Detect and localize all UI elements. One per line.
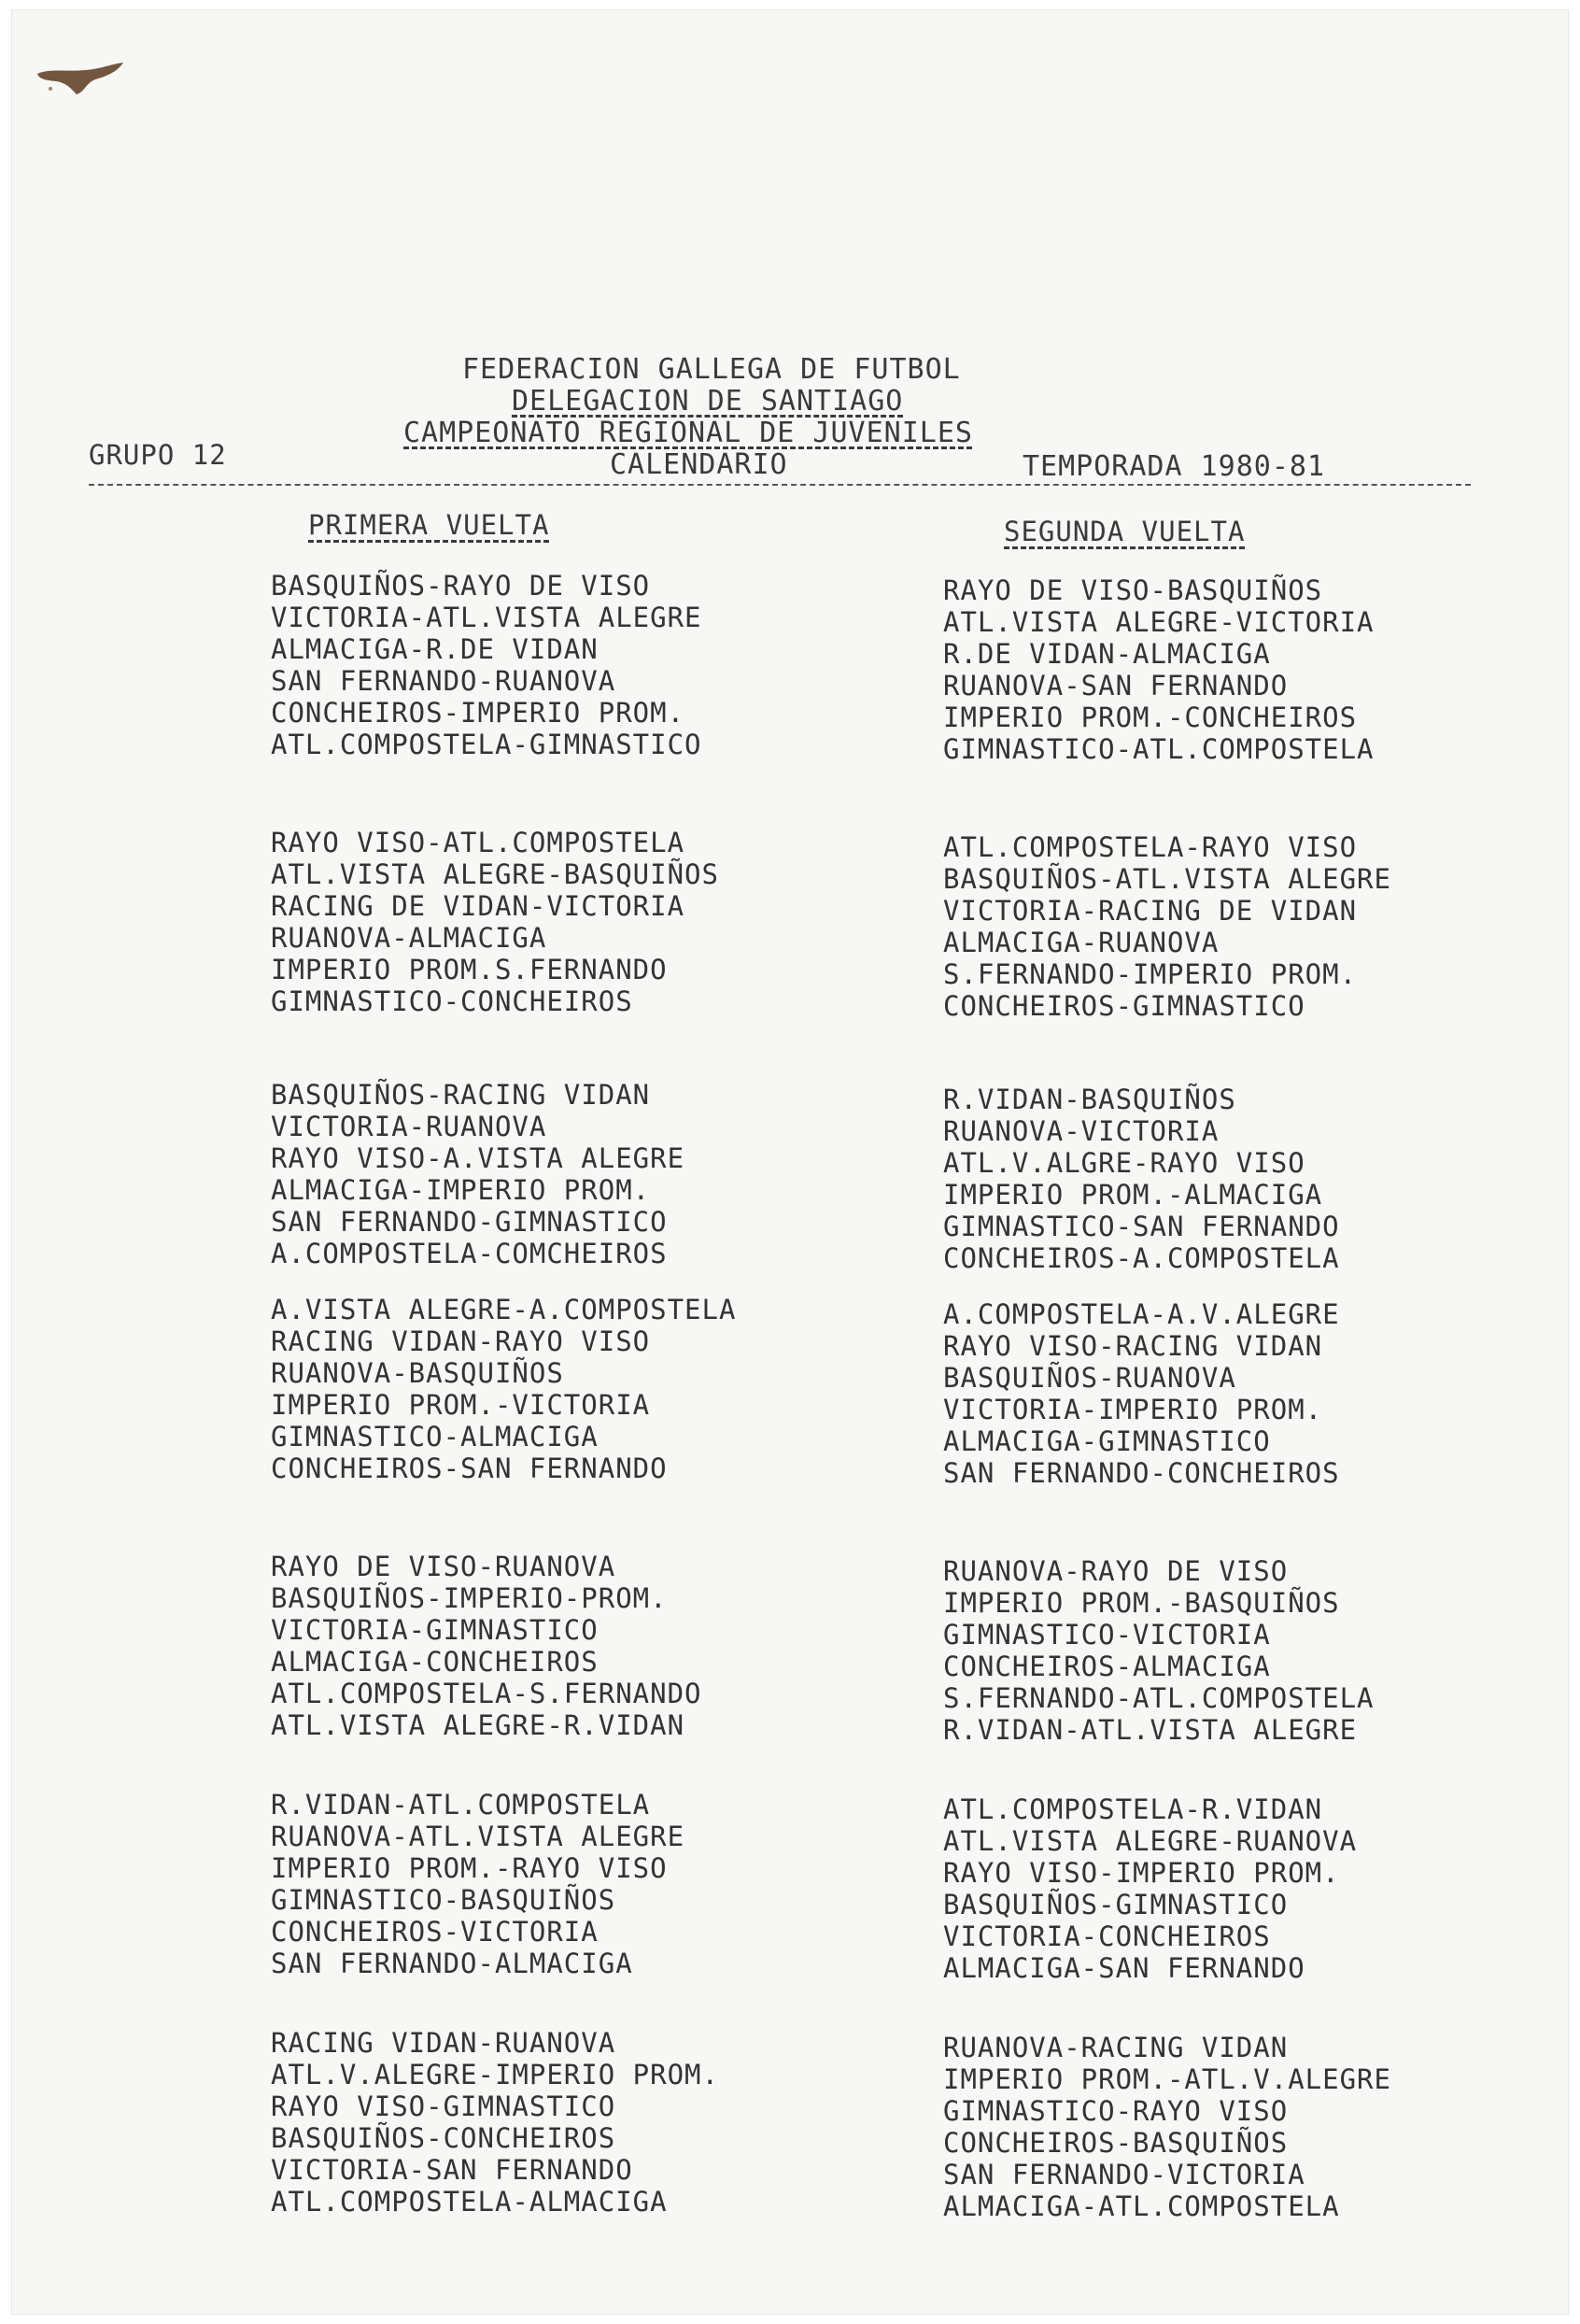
document-header [0,0,1580,504]
fixture-line: IMPERIO PROM.-BASQUIÑOS [943,1587,1340,1619]
fixture-line: RACING VIDAN-RUANOVA [271,2027,616,2059]
fixture-line: SAN FERNANDO-ALMACIGA [271,1948,633,1979]
fixture-line: ATL.COMPOSTELA-ALMACIGA [271,2186,668,2218]
primera-vuelta-heading: PRIMERA VUELTA [308,509,550,541]
fixture-line: ALMACIGA-IMPERIO PROM. [271,1174,651,1206]
fixture-line: SAN FERNANDO-RUANOVA [271,665,616,697]
primera-round-4 [271,1294,812,1484]
fixture-line: ALMACIGA-R.DE VIDAN [271,633,599,665]
segunda-round-6 [943,1793,1485,1984]
primera-round-3 [271,1079,812,1269]
fixture-line: RUANOVA-RAYO DE VISO [943,1555,1289,1587]
fixture-line: VICTORIA-SAN FERNANDO [271,2154,633,2186]
fixture-line: RACING VIDAN-RAYO VISO [271,1325,651,1357]
fixture-line: BASQUIÑOS-ATL.VISTA ALEGRE [943,863,1391,895]
fixture-line: RAYO VISO-ATL.COMPOSTELA [271,827,685,858]
fixture-line: CONCHEIROS-A.COMPOSTELA [943,1242,1340,1274]
fixture-line: CONCHEIROS-ALMACIGA [943,1651,1271,1682]
fixture-line: ATL.VISTA ALEGRE-VICTORIA [943,606,1375,638]
segunda-vuelta-column [943,574,1485,2256]
fixture-line: RAYO VISO-GIMNASTICO [271,2090,616,2122]
fixture-line: S.FERNANDO-IMPERIO PROM. [943,958,1358,990]
fixture-line: ALMACIGA-CONCHEIROS [271,1646,599,1678]
fixture-line: VICTORIA-GIMNASTICO [271,1614,599,1646]
fixture-line: RAYO DE VISO-BASQUIÑOS [943,574,1323,606]
fixture-line: GIMNASTICO-ATL.COMPOSTELA [943,733,1375,765]
fixture-line: IMPERIO PROM.-VICTORIA [271,1389,651,1421]
fixture-line: ALMACIGA-RUANOVA [943,927,1220,958]
fixture-line: S.FERNANDO-ATL.COMPOSTELA [943,1682,1375,1714]
fixture-line: GIMNASTICO-RAYO VISO [943,2095,1289,2127]
primera-round-5 [271,1551,812,1741]
fixture-line: BASQUIÑOS-CONCHEIROS [271,2122,616,2154]
segunda-round-5 [943,1555,1485,1746]
fixture-line: RACING DE VIDAN-VICTORIA [271,890,685,922]
fixture-line: RUANOVA-RACING VIDAN [943,2032,1289,2063]
fixture-line: ATL.COMPOSTELA-RAYO VISO [943,831,1358,863]
segunda-round-4 [943,1298,1485,1489]
fixture-line: BASQUIÑOS-RUANOVA [943,1362,1236,1394]
primera-round-6 [271,1789,812,1979]
fixture-line: BASQUIÑOS-RAYO DE VISO [271,570,651,602]
fixture-line: SAN FERNANDO-VICTORIA [943,2159,1305,2190]
fixture-line: BASQUIÑOS-RACING VIDAN [271,1079,651,1111]
fixture-line: RUANOVA-ALMACIGA [271,922,547,954]
fixture-line: IMPERIO PROM.S.FERNANDO [271,954,668,985]
fixture-line: R.DE VIDAN-ALMACIGA [943,638,1271,670]
fixture-line: ATL.VISTA ALEGRE-RUANOVA [943,1825,1358,1857]
primera-round-7 [271,2027,812,2218]
calendar-title: CALENDARIO [610,448,788,481]
group-label: GRUPO 12 [89,439,227,471]
season-label: TEMPORADA 1980-81 [1023,450,1326,483]
fixture-line: IMPERIO PROM.-CONCHEIROS [943,701,1358,733]
championship-title: CAMPEONATO REGIONAL DE JUVENILES [403,417,973,449]
fixture-line: ALMACIGA-ATL.COMPOSTELA [943,2190,1340,2222]
fixture-line: VICTORIA-RUANOVA [271,1111,547,1142]
fixture-line: RAYO VISO-A.VISTA ALEGRE [271,1142,685,1174]
header-divider [89,484,1471,486]
fixture-line: GIMNASTICO-SAN FERNANDO [943,1211,1340,1242]
fixture-line: R.VIDAN-ATL.COMPOSTELA [271,1789,651,1821]
fixture-line: VICTORIA-ATL.VISTA ALEGRE [271,602,702,633]
fixture-line: CONCHEIROS-VICTORIA [271,1916,599,1948]
segunda-round-2 [943,831,1485,1022]
segunda-round-3 [943,1084,1485,1274]
fixture-line: BASQUIÑOS-IMPERIO-PROM. [271,1582,668,1614]
primera-round-1 [271,570,812,760]
primera-round-2 [271,827,812,1017]
fixture-line: IMPERIO PROM.-ALMACIGA [943,1179,1323,1211]
fixture-line: IMPERIO PROM.-RAYO VISO [271,1852,668,1884]
fixture-line: ATL.COMPOSTELA-R.VIDAN [943,1793,1323,1825]
fixture-line: ATL.VISTA ALEGRE-BASQUIÑOS [271,858,719,890]
fixture-line: ATL.COMPOSTELA-S.FERNANDO [271,1678,702,1709]
fixture-line: GIMNASTICO-VICTORIA [943,1619,1271,1651]
fixture-line: GIMNASTICO-CONCHEIROS [271,985,633,1017]
fixture-line: RAYO VISO-IMPERIO PROM. [943,1857,1340,1889]
fixture-line: RUANOVA-BASQUIÑOS [271,1357,564,1389]
fixture-line: ATL.VISTA ALEGRE-R.VIDAN [271,1709,685,1741]
federation-title: FEDERACION GALLEGA DE FUTBOL [462,353,961,386]
fixture-line: SAN FERNANDO-GIMNASTICO [271,1206,668,1238]
primera-vuelta-column [271,570,812,2251]
fixture-line: ALMACIGA-GIMNASTICO [943,1425,1271,1457]
segunda-round-7 [943,2032,1485,2222]
segunda-vuelta-heading: SEGUNDA VUELTA [1004,516,1246,547]
fixture-line: RAYO DE VISO-RUANOVA [271,1551,616,1582]
fixture-line: CONCHEIROS-IMPERIO PROM. [271,697,685,729]
fixture-line: ATL.V.ALEGRE-IMPERIO PROM. [271,2059,719,2090]
fixture-line: ALMACIGA-SAN FERNANDO [943,1952,1305,1984]
fixture-line: RUANOVA-ATL.VISTA ALEGRE [271,1821,685,1852]
fixture-line: RUANOVA-SAN FERNANDO [943,670,1289,701]
fixture-line: A.COMPOSTELA-A.V.ALEGRE [943,1298,1340,1330]
fixture-line: R.VIDAN-BASQUIÑOS [943,1084,1236,1115]
segunda-round-1 [943,574,1485,765]
fixture-line: ATL.COMPOSTELA-GIMNASTICO [271,729,702,760]
fixture-line: VICTORIA-CONCHEIROS [943,1920,1271,1952]
fixture-line: CONCHEIROS-SAN FERNANDO [271,1452,668,1484]
fixture-line: A.VISTA ALEGRE-A.COMPOSTELA [271,1294,737,1325]
fixture-line: ATL.V.ALGRE-RAYO VISO [943,1147,1305,1179]
fixture-line: R.VIDAN-ATL.VISTA ALEGRE [943,1714,1358,1746]
fixture-line: VICTORIA-IMPERIO PROM. [943,1394,1323,1425]
fixture-line: BASQUIÑOS-GIMNASTICO [943,1889,1289,1920]
fixture-line: VICTORIA-RACING DE VIDAN [943,895,1358,927]
fixture-line: GIMNASTICO-BASQUIÑOS [271,1884,616,1916]
fixture-line: SAN FERNANDO-CONCHEIROS [943,1457,1340,1489]
fixture-line: GIMNASTICO-ALMACIGA [271,1421,599,1452]
delegation-title: DELEGACION DE SANTIAGO [512,385,904,418]
fixture-line: RAYO VISO-RACING VIDAN [943,1330,1323,1362]
fixture-line: IMPERIO PROM.-ATL.V.ALEGRE [943,2063,1391,2095]
fixture-line: RUANOVA-VICTORIA [943,1115,1220,1147]
fixture-line: CONCHEIROS-BASQUIÑOS [943,2127,1289,2159]
fixture-line: A.COMPOSTELA-COMCHEIROS [271,1238,668,1269]
fixture-line: CONCHEIROS-GIMNASTICO [943,990,1305,1022]
